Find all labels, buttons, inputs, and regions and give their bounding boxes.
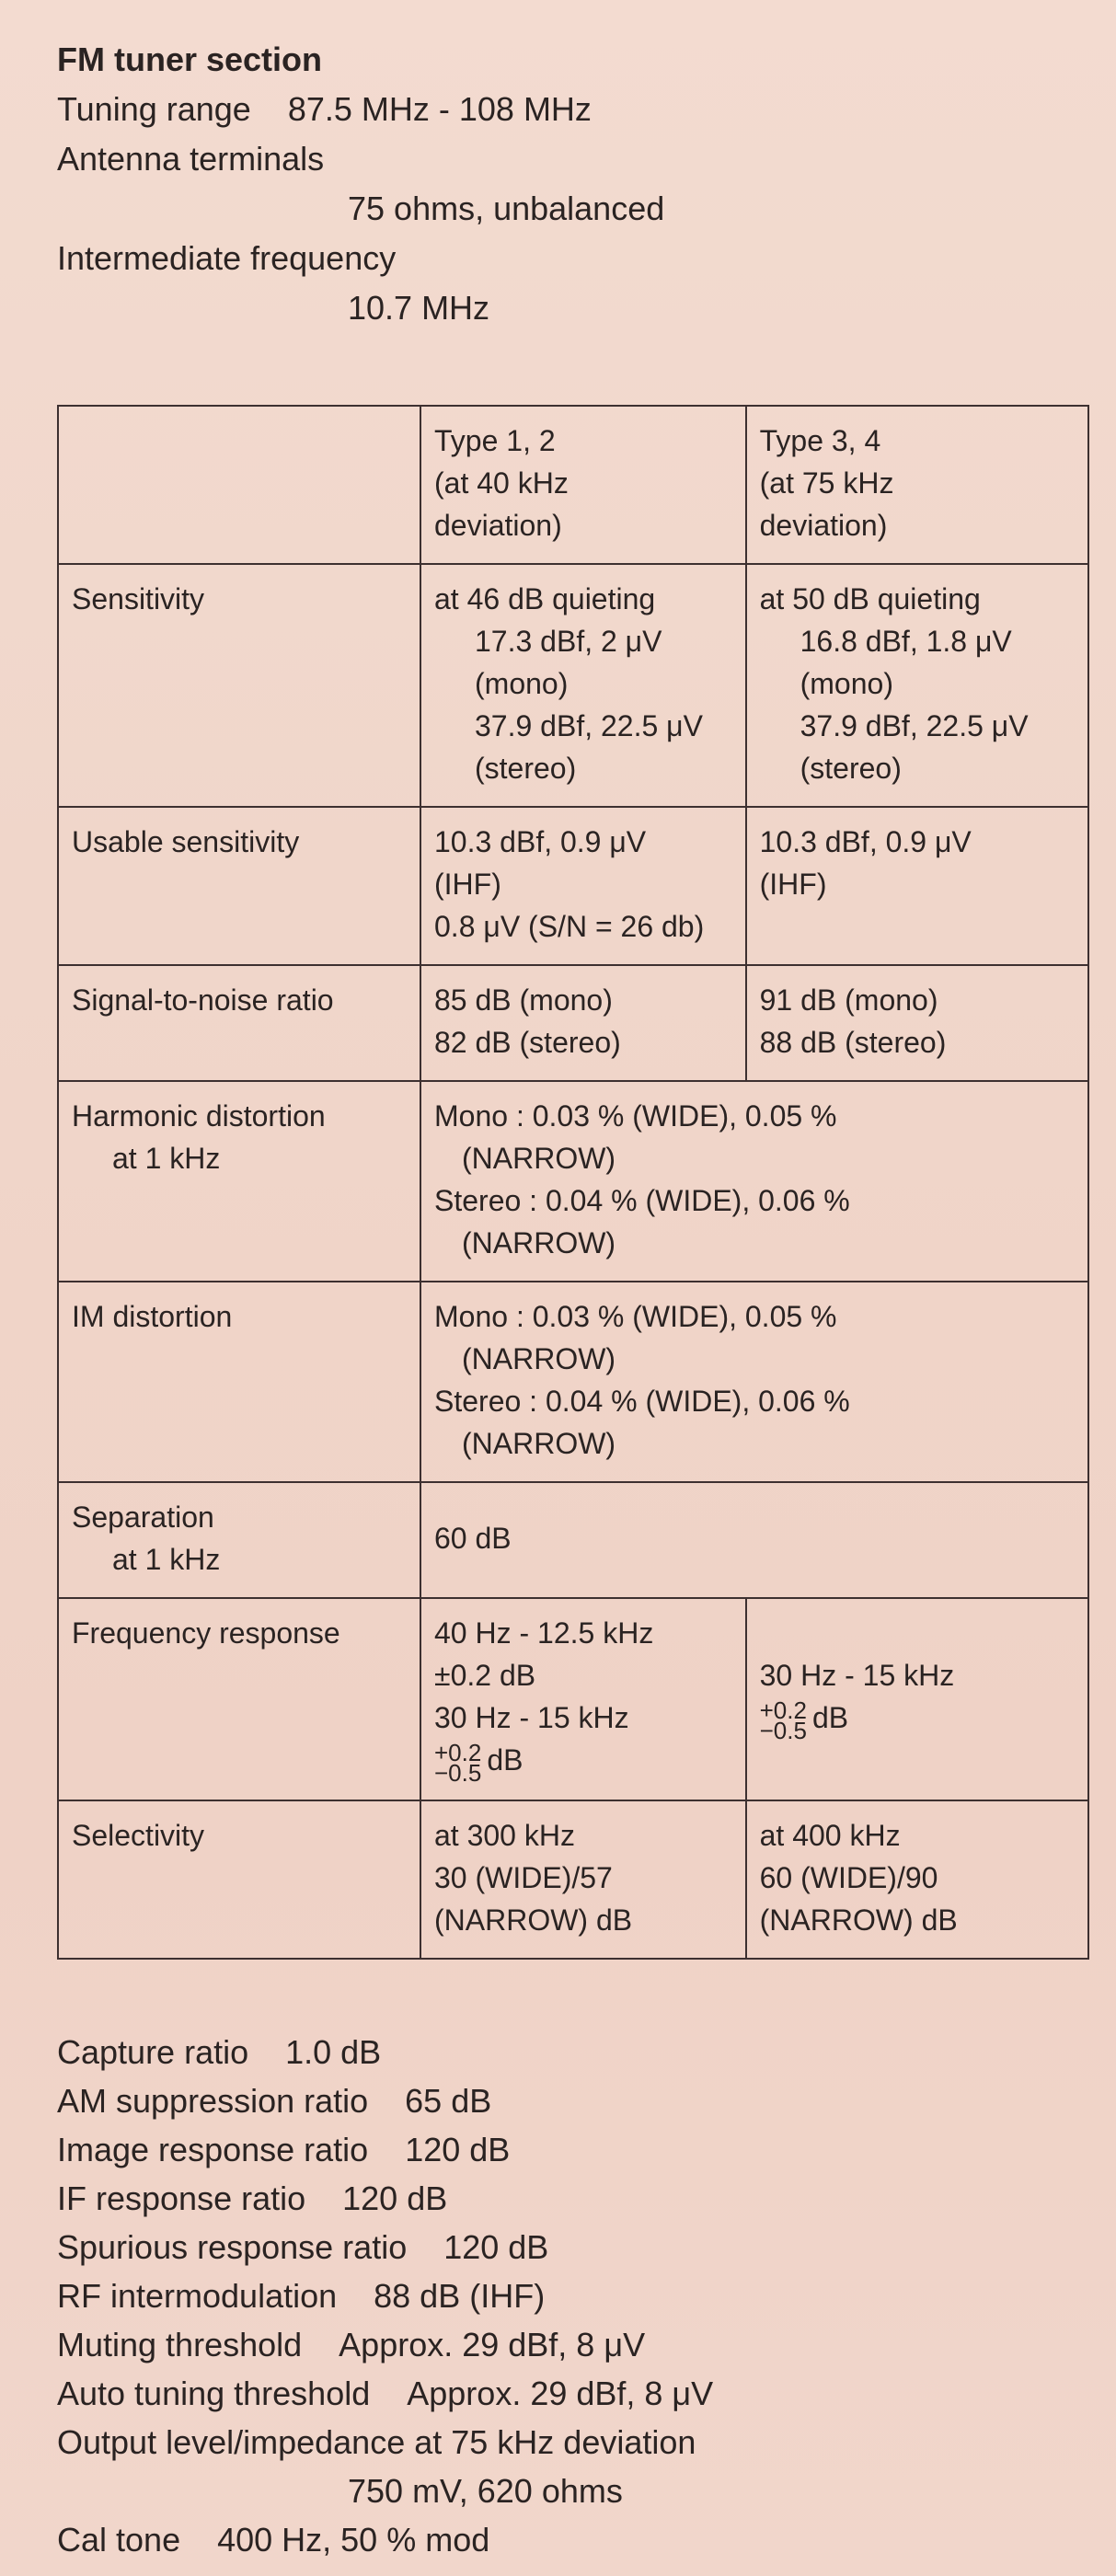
cell-line: at 50 dB quieting bbox=[759, 582, 981, 615]
selectivity-type34 bbox=[746, 1800, 1088, 1959]
cell-line: (stereo) bbox=[800, 752, 902, 785]
spec-value: 120 dB bbox=[342, 2179, 448, 2217]
tol-plus: +0.2 bbox=[434, 1738, 482, 1766]
separation-value: 60 dB bbox=[420, 1482, 1088, 1598]
table-row bbox=[58, 807, 1088, 965]
spec-value: 120 dB bbox=[405, 2131, 511, 2168]
cell-line: 37.9 dBf, 22.5 μV bbox=[475, 709, 703, 742]
head-type12-line: Type 1, 2 bbox=[434, 424, 556, 457]
tol-minus: −0.5 bbox=[434, 1758, 482, 1787]
cell-line: at 300 kHz bbox=[434, 1818, 575, 1852]
table-row bbox=[58, 1282, 1088, 1482]
spec-label: IF response ratio bbox=[57, 2179, 306, 2217]
im-value bbox=[420, 1282, 1088, 1482]
section-title: FM tuner section bbox=[57, 40, 323, 78]
tuning-range-label: Tuning range bbox=[57, 90, 251, 128]
freq-type34 bbox=[746, 1598, 1088, 1800]
cell-line: 88 dB (stereo) bbox=[759, 1026, 947, 1059]
spec-label: Muting threshold bbox=[57, 2326, 303, 2363]
cell-line: Stereo : 0.04 % (WIDE), 0.06 % bbox=[434, 1184, 850, 1217]
cell-line: 10.3 dBf, 0.9 μV bbox=[434, 825, 647, 858]
cell-line: 30 (WIDE)/57 bbox=[434, 1860, 613, 1894]
spec-line bbox=[57, 2082, 1069, 2121]
cell-line: 10.3 dBf, 0.9 μV bbox=[759, 825, 972, 858]
usable-type12 bbox=[420, 807, 746, 965]
selectivity-label: Selectivity bbox=[58, 1800, 420, 1959]
spec-table bbox=[57, 405, 1089, 1960]
head-type34-line: Type 3, 4 bbox=[759, 424, 881, 457]
spec-value: 120 dB bbox=[443, 2228, 549, 2266]
cell-line: ±0.2 dB bbox=[434, 1659, 536, 1692]
cell-line: (IHF) bbox=[759, 868, 827, 901]
spec-line bbox=[57, 2228, 1069, 2267]
harmonic-label bbox=[58, 1081, 420, 1282]
tol-minus: −0.5 bbox=[759, 1716, 807, 1744]
cell-line: (mono) bbox=[475, 667, 569, 700]
cell-line: 17.3 dBf, 2 μV bbox=[475, 625, 662, 658]
spec-label: Cal tone bbox=[57, 2521, 181, 2559]
spec-value: 1.0 dB bbox=[285, 2033, 382, 2071]
sensitivity-type12 bbox=[420, 564, 746, 807]
cell-line: Separation bbox=[72, 1501, 214, 1534]
cell-line: (NARROW) dB bbox=[759, 1903, 958, 1937]
freq-type12 bbox=[420, 1598, 746, 1800]
table-row bbox=[58, 1081, 1088, 1282]
cell-line: (NARROW) dB bbox=[434, 1903, 633, 1937]
usable-label: Usable sensitivity bbox=[58, 807, 420, 965]
cell-line: (NARROW) bbox=[462, 1342, 616, 1375]
table-row bbox=[58, 965, 1088, 1081]
spec-label: Auto tuning threshold bbox=[57, 2375, 371, 2412]
spec-line bbox=[57, 2131, 1069, 2169]
spec-value: 65 dB bbox=[405, 2082, 492, 2120]
fm-tuner-header bbox=[57, 40, 1069, 339]
tolerance-fraction bbox=[759, 1696, 807, 1744]
spec-value: 88 dB (IHF) bbox=[374, 2277, 546, 2315]
spec-value: Approx. 29 dBf, 8 μV bbox=[339, 2326, 646, 2363]
cell-line: 0.8 μV (S/N = 26 db) bbox=[434, 910, 705, 943]
freq-tolerance bbox=[434, 1738, 734, 1787]
if-label: Intermediate frequency bbox=[57, 239, 397, 277]
spec-label: AM suppression ratio bbox=[57, 2082, 369, 2120]
cell-line: 30 Hz - 15 kHz bbox=[759, 1659, 955, 1692]
tolerance-fraction bbox=[434, 1738, 482, 1787]
cell-line: (NARROW) bbox=[462, 1142, 616, 1175]
cell-line: 60 (WIDE)/90 bbox=[759, 1860, 938, 1894]
head-type34-line: deviation) bbox=[759, 509, 888, 542]
snr-type12 bbox=[420, 965, 746, 1081]
spec-line bbox=[57, 2277, 1069, 2316]
sensitivity-label: Sensitivity bbox=[58, 564, 420, 807]
freq-label: Frequency response bbox=[58, 1598, 420, 1800]
tol-unit: dB bbox=[487, 1743, 523, 1777]
cell-line: Stereo : 0.04 % (WIDE), 0.06 % bbox=[434, 1385, 850, 1418]
spec-line: Output level/impedance at 75 kHz deviation bbox=[57, 2423, 696, 2461]
table-row bbox=[58, 564, 1088, 807]
head-type34 bbox=[746, 406, 1088, 564]
snr-type34 bbox=[746, 965, 1088, 1081]
cell-line: (NARROW) bbox=[462, 1427, 616, 1460]
spec-line bbox=[57, 2033, 1069, 2072]
cell-line: at 46 dB quieting bbox=[434, 582, 656, 615]
additional-specs bbox=[57, 2033, 1069, 2570]
usable-type34 bbox=[746, 807, 1088, 965]
cell-line: Mono : 0.03 % (WIDE), 0.05 % bbox=[434, 1300, 837, 1333]
spec-label: Capture ratio bbox=[57, 2033, 249, 2071]
spec-line bbox=[57, 2521, 1069, 2559]
cell-line: 40 Hz - 12.5 kHz bbox=[434, 1616, 654, 1650]
sensitivity-type34 bbox=[746, 564, 1088, 807]
spec-line bbox=[57, 2179, 1069, 2218]
spec-label: Image response ratio bbox=[57, 2131, 369, 2168]
cell-line: 82 dB (stereo) bbox=[434, 1026, 621, 1059]
spec-line bbox=[57, 2375, 1069, 2413]
tuning-range-line bbox=[57, 90, 1069, 129]
cell-line: 91 dB (mono) bbox=[759, 983, 938, 1017]
cell-line: at 1 kHz bbox=[112, 1142, 221, 1175]
cell-line: at 1 kHz bbox=[112, 1543, 221, 1576]
harmonic-value bbox=[420, 1081, 1088, 1282]
cell-line: at 400 kHz bbox=[759, 1818, 901, 1852]
table-row bbox=[58, 1800, 1088, 1959]
spec-line bbox=[57, 2326, 1069, 2364]
spec-value: Approx. 29 dBf, 8 μV bbox=[407, 2375, 714, 2412]
table-row bbox=[58, 1598, 1088, 1800]
freq-tolerance bbox=[759, 1696, 1076, 1744]
spec-value: 400 Hz, 50 % mod bbox=[217, 2521, 490, 2559]
antenna-value: 75 ohms, unbalanced bbox=[348, 190, 665, 227]
table-row bbox=[58, 1482, 1088, 1598]
head-empty-cell bbox=[58, 406, 420, 564]
head-type12-line: (at 40 kHz bbox=[434, 466, 569, 500]
im-label: IM distortion bbox=[58, 1282, 420, 1482]
cell-line: (stereo) bbox=[475, 752, 577, 785]
tuning-range-value: 87.5 MHz - 108 MHz bbox=[287, 90, 592, 128]
head-type34-line: (at 75 kHz bbox=[759, 466, 894, 500]
spec-label: Spurious response ratio bbox=[57, 2228, 408, 2266]
cell-line: (NARROW) bbox=[462, 1226, 616, 1259]
cell-line: 37.9 dBf, 22.5 μV bbox=[800, 709, 1029, 742]
cell-line: (mono) bbox=[800, 667, 893, 700]
head-type12-line: deviation) bbox=[434, 509, 562, 542]
cell-line: Harmonic distortion bbox=[72, 1099, 326, 1133]
if-value: 10.7 MHz bbox=[348, 289, 490, 327]
separation-label bbox=[58, 1482, 420, 1598]
table-head-row bbox=[58, 406, 1088, 564]
cell-line: 85 dB (mono) bbox=[434, 983, 613, 1017]
tol-unit: dB bbox=[811, 1701, 849, 1734]
spec-label: RF intermodulation bbox=[57, 2277, 338, 2315]
snr-label: Signal-to-noise ratio bbox=[58, 965, 420, 1081]
selectivity-type12 bbox=[420, 1800, 746, 1959]
spec-line: 750 mV, 620 ohms bbox=[348, 2472, 623, 2510]
cell-line: 16.8 dBf, 1.8 μV bbox=[800, 625, 1012, 658]
cell-line: (IHF) bbox=[434, 868, 501, 901]
antenna-label: Antenna terminals bbox=[57, 140, 325, 178]
head-type12 bbox=[420, 406, 746, 564]
cell-line: 30 Hz - 15 kHz bbox=[434, 1701, 629, 1734]
cell-line: Mono : 0.03 % (WIDE), 0.05 % bbox=[434, 1099, 837, 1133]
tol-plus: +0.2 bbox=[759, 1696, 807, 1724]
